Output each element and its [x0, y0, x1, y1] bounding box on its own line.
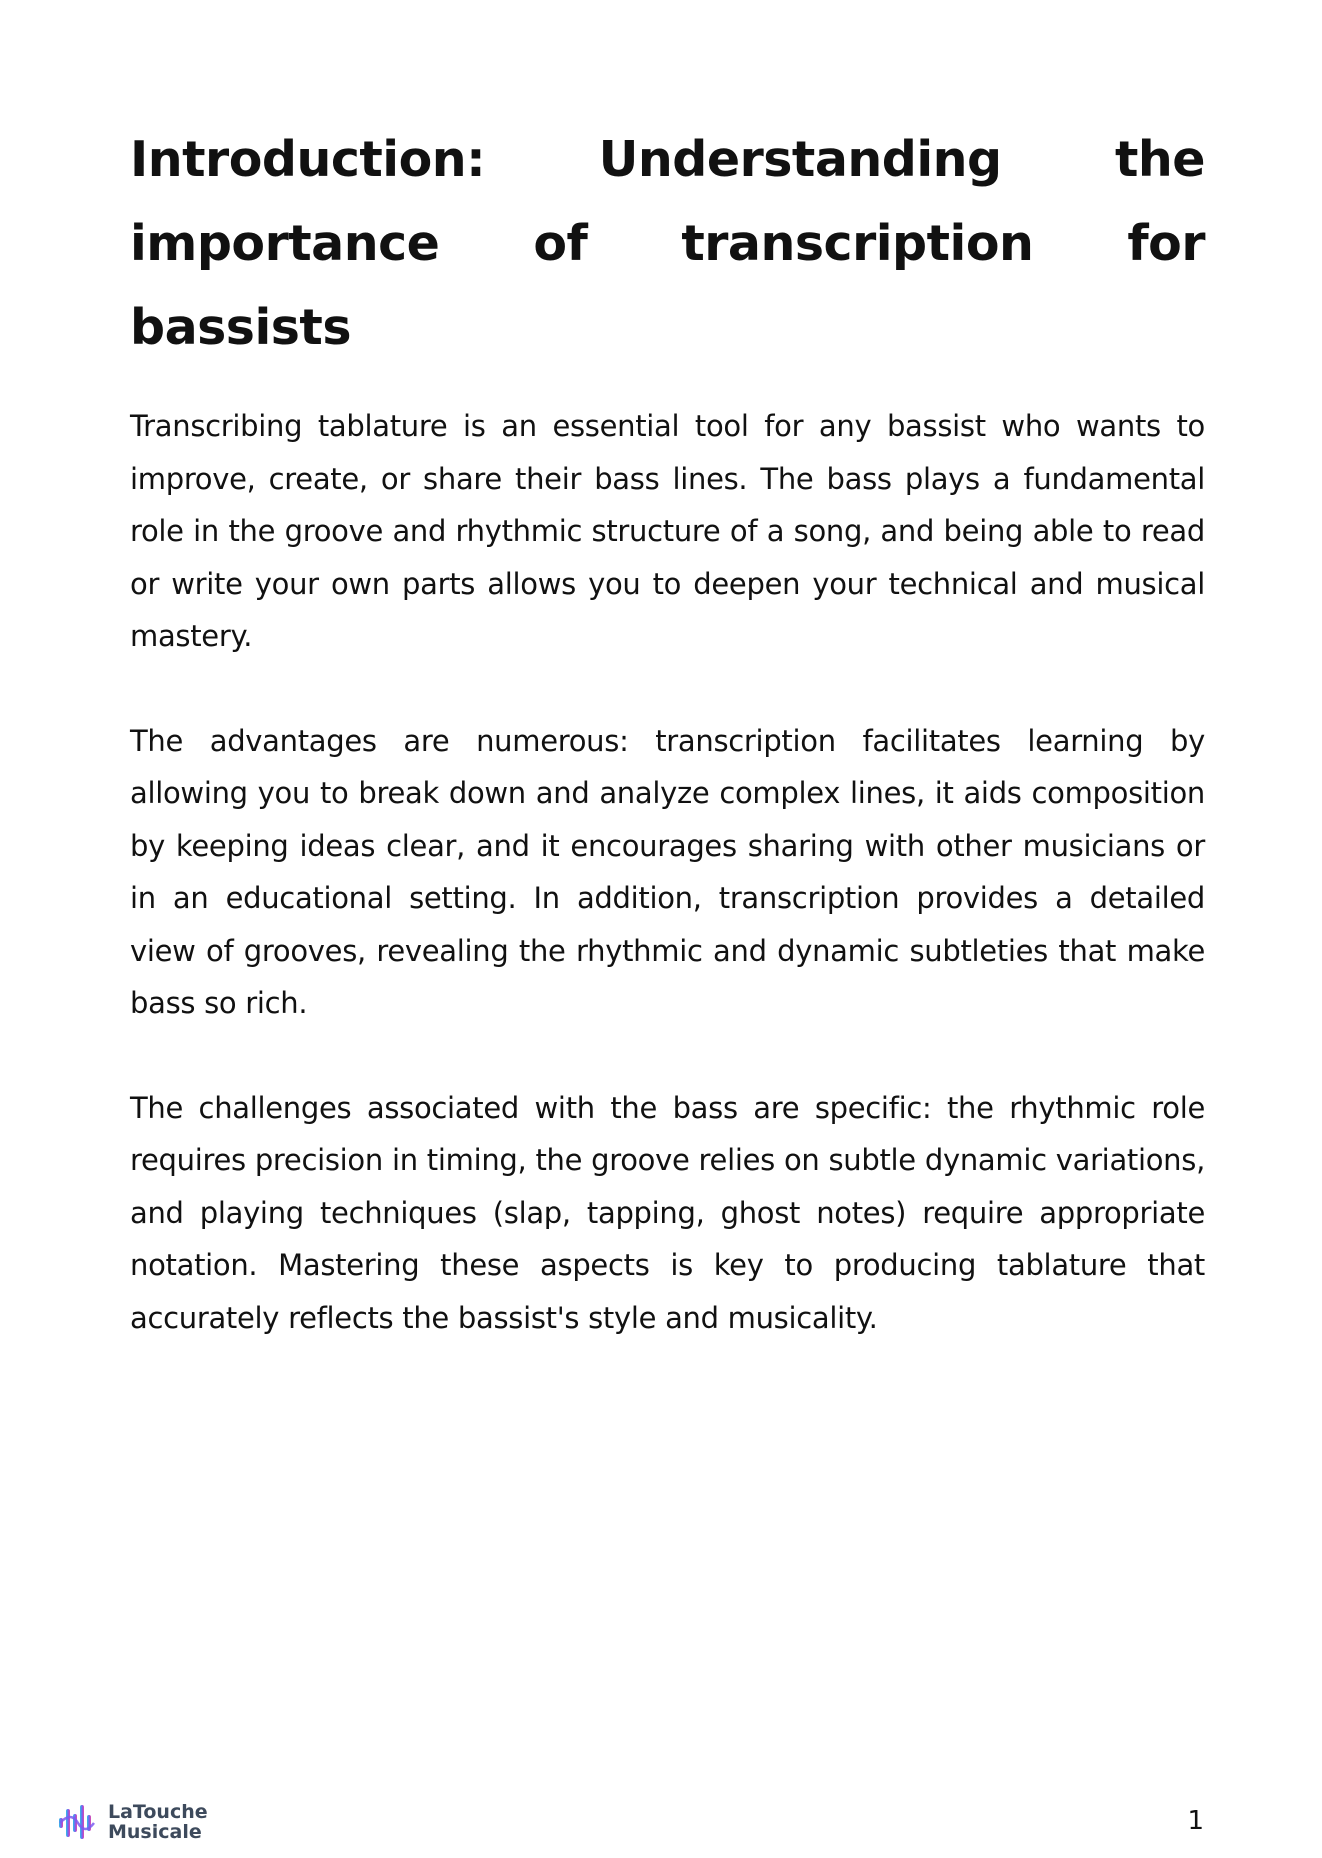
brand-name [108, 1802, 208, 1842]
brand-logo [56, 1801, 208, 1843]
document-body [130, 118, 1205, 1396]
brand-line-2: Musicale [108, 1821, 202, 1843]
paragraph-advantages: The advantages are numerous: transcription facilitates learning by allowing you to break down and analyze complex lines, it aids composition by keeping ideas clear, and it encourages sharing with other musicians or in an educational setting. In addition, transcription provides a detailed view of grooves, revealing the rhythmic and dynamic subtleties that make bass so rich. [130, 723, 1205, 1020]
sound-wave-logo-icon [56, 1801, 98, 1843]
page-number: 1 [1187, 1806, 1204, 1836]
paragraph-challenges: The challenges associated with the bass are specific: the rhythmic role requires precision in timing, the groove relies on subtle dynamic variations, and playing techniques (slap, tapping, ghost notes) require appropriate notation. Mastering these aspects is key to producing tablature that accurately reflects the bassist's style and musicality. [130, 1090, 1205, 1335]
brand-line-1: LaTouche [108, 1801, 208, 1823]
paragraph-intro: Transcribing tablature is an essential tool for any bassist who wants to improve, create, or share their bass lines. The bass plays a fundamental role in the groove and rhythmic structure of a song, and being able to read or write your own parts allows you to deepen your technical and musical mastery. [130, 409, 1205, 653]
page-title: Introduction: Understanding the importance of transcription for bassists [130, 131, 1205, 356]
